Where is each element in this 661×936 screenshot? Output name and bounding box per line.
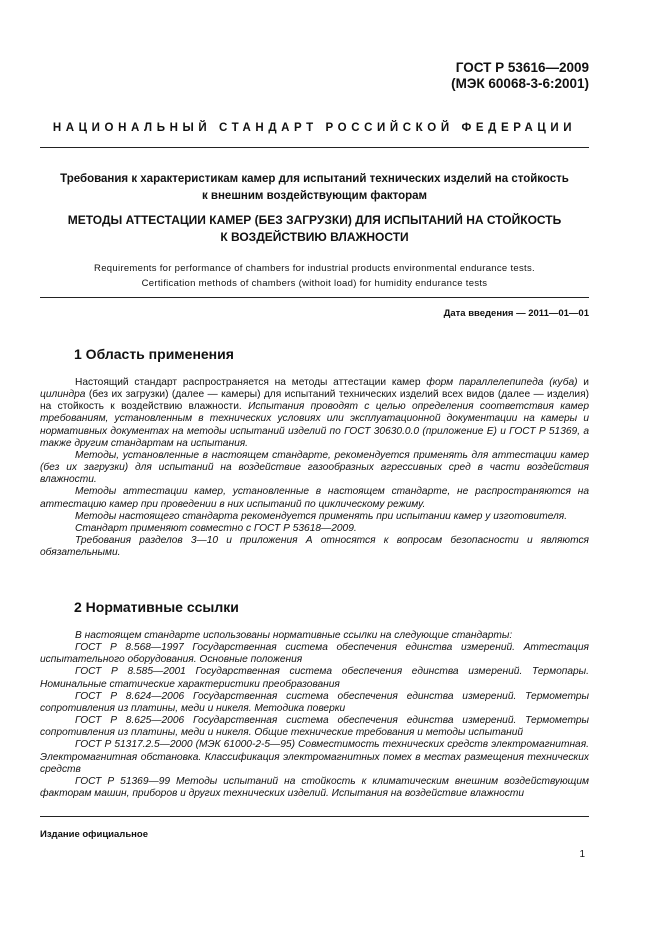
section-1-body <box>40 377 589 559</box>
subtitle-line-1: Требования к характеристикам камер для испытаний технических изделий на стойкость <box>60 173 569 185</box>
english-title-line-2: Certification methods of chambers (withoit load) for humidity endurance tests <box>141 278 488 289</box>
official-edition-label: Издание официальное <box>40 829 148 840</box>
text-run-italic: цилиндра <box>40 389 86 401</box>
subtitle-line-2: к внешним воздействующим факторам <box>201 190 428 202</box>
main-title-line-2: К ВОЗДЕЙСТВИЮ ВЛАЖНОСТИ <box>220 230 409 244</box>
paragraph: Методы аттестации камер, установленные в настоящем стандарте, не распространяются на аттестацию камер при проведении в них испытаний по циклическому режиму. <box>40 486 589 510</box>
page-number: 1 <box>579 849 585 860</box>
document-main-title <box>40 212 589 246</box>
paragraph <box>40 377 589 450</box>
section-1-heading: 1 Область применения <box>74 346 234 362</box>
standard-code: ГОСТ Р 53616—2009 <box>455 60 589 75</box>
reference-item: ГОСТ Р 8.624—2006 Государственная система обеспечения единства измерений. Термометры сопротивления из платины, меди и никеля. Методика поверки <box>40 690 589 714</box>
english-title <box>40 261 589 291</box>
reference-item: ГОСТ Р 51317.2.5—2000 (МЭК 61000-2-5—95) Совместимость технических средств электромагнитная. Электромагнитная обстановка. Классификация электромагнитных помех в местах размещения технических средств <box>40 739 589 775</box>
footer-divider <box>40 816 589 817</box>
paragraph: Требования разделов 3—10 и приложения А относятся к вопросам безопасности и являются обязательными. <box>40 535 589 559</box>
reference-item: ГОСТ Р 8.625—2006 Государственная система обеспечения единства измерений. Термометры сопротивления из платины, меди и никеля. Общие технические требования и методы испытаний <box>40 715 589 739</box>
document-header-code <box>451 60 589 92</box>
paragraph: Методы настоящего стандарта рекомендуется применять при испытании камер у изготовителя. <box>75 510 568 522</box>
reference-item: ГОСТ Р 51369—99 Методы испытаний на стойкость к климатическим внешним воздействующим факторам машин, приборов и других технических изделий. Испытания на воздействие влажности <box>40 775 589 800</box>
document-subtitle <box>40 171 589 205</box>
iec-code: (МЭК 60068-3-6:2001) <box>451 76 589 91</box>
text-run: и <box>577 377 589 388</box>
national-standard-title: НАЦИОНАЛЬНЫЙ СТАНДАРТ РОССИЙСКОЙ ФЕДЕРАЦИИ <box>52 122 577 134</box>
section-2-body <box>40 630 589 800</box>
section-2-heading: 2 Нормативные ссылки <box>74 599 239 615</box>
title-divider <box>40 297 589 298</box>
main-title-line-1: МЕТОДЫ АТТЕСТАЦИИ КАМЕР (БЕЗ ЗАГРУЗКИ) ДЛЯ ИСПЫТАНИЙ НА СТОЙКОСТЬ <box>67 213 562 227</box>
text-run-italic: форм параллелепипеда (куба) <box>426 377 578 388</box>
paragraph: Стандарт применяют совместно с ГОСТ Р 53618—2009. <box>75 522 357 534</box>
reference-item: ГОСТ Р 8.585—2001 Государственная система обеспечения единства измерений. Термопары. Номинальные статические характеристики преобразования <box>40 666 589 690</box>
text-run-italic: Испытания проводят с целью определения соответствия камер требованиям, установленным в технических условиях или эксплуатационной документации на камеры и нормативных документах на методы испытаний изделий по ГОСТ 30630.0.0 (приложение Е) и ГОСТ Р 51369, а также другим стандартам на испытания. <box>40 401 590 449</box>
intro-date: Дата введения — 2011—01—01 <box>443 308 589 319</box>
english-title-line-1: Requirements for performance of chambers for industrial products environmental endurance tests. <box>94 263 535 274</box>
text-run: Настоящий стандарт распространяется на методы аттестации камер <box>75 377 427 388</box>
header-divider-top <box>40 147 589 148</box>
text-run: (без их загрузки) (далее — камеры) для испытаний технических изделий всех видов (далее — изделия) на стойкость к воздействию влажности. <box>40 389 589 413</box>
paragraph: Методы, установленные в настоящем стандарте, рекомендуется применять для аттестации камер (без их загрузки) для испытаний на воздействие газообразных агрессивных сред в части воздействия влажности. <box>40 449 589 486</box>
paragraph: В настоящем стандарте использованы нормативные ссылки на следующие стандарты: <box>75 630 513 641</box>
reference-item: ГОСТ Р 8.568—1997 Государственная система обеспечения единства измерений. Аттестация испытательного оборудования. Основные положения <box>40 642 589 666</box>
